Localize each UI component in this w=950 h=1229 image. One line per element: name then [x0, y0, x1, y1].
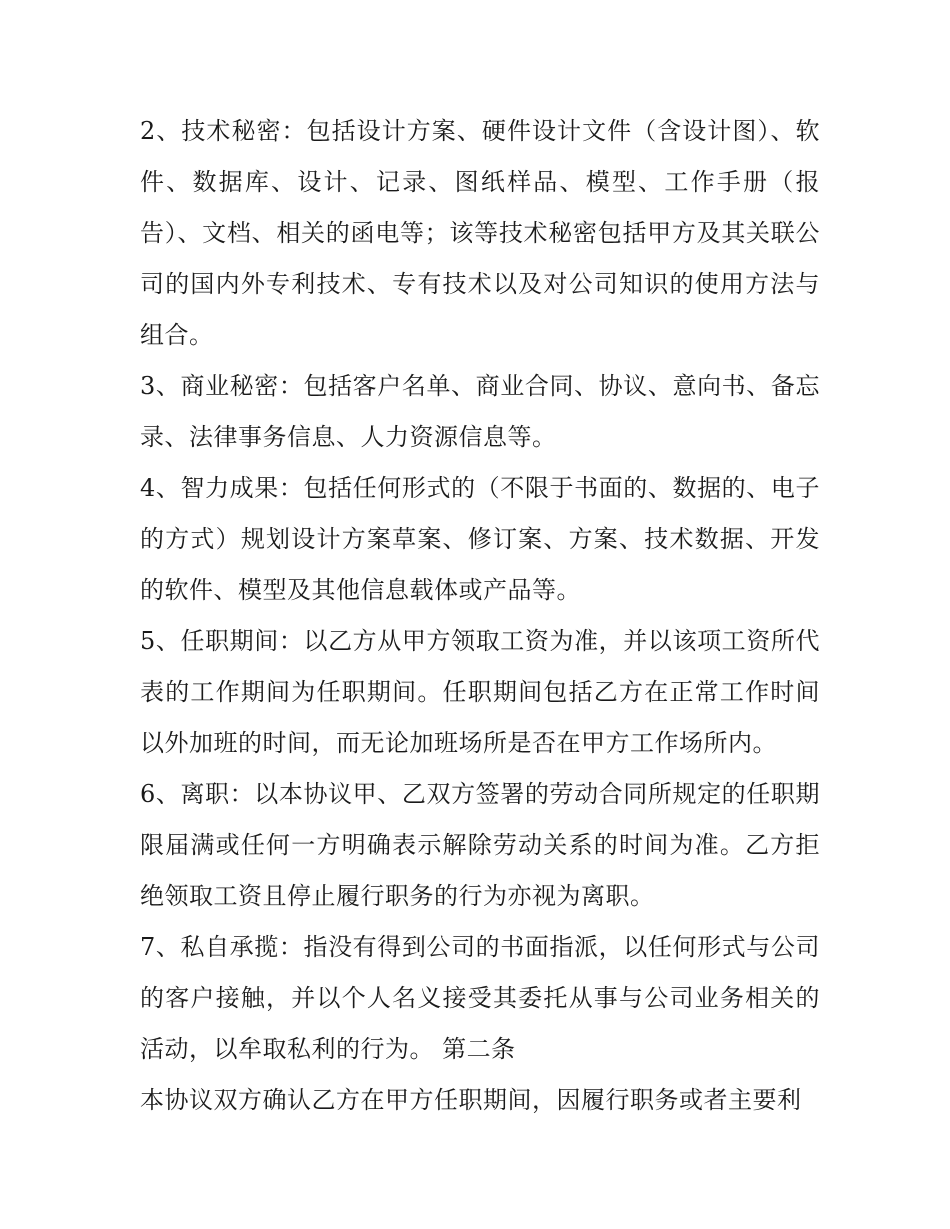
document-body [140, 106, 820, 1126]
paragraph-employment-period: 5、任职期间：以乙方从甲方领取工资为准，并以该项工资所代表的工作期间为任职期间。任职期间包括乙方在正常工作时间以外加班的时间，而无论加班场所是否在甲方工作场所内。 [140, 627, 820, 757]
paragraph-technical-secrets: 2、技术秘密：包括设计方案、硬件设计文件（含设计图）、软件、数据库、设计、记录、图纸样品、模型、工作手册（报告）、文档、相关的函电等；该等技术秘密包括甲方及其关联公司的国内外专利技术、专有技术以及对公司知识的使用方法与组合。 [140, 117, 820, 349]
paragraph-article-two: 本协议双方确认乙方在甲方任职期间，因履行职务或者主要利 [140, 1086, 802, 1114]
paragraph-resignation: 6、离职：以本协议甲、乙双方签署的劳动合同所规定的任职期限届满或任何一方明确表示解除劳动关系的时间为准。乙方拒绝领取工资且停止履行职务的行为亦视为离职。 [140, 780, 820, 910]
paragraph-intellectual-results: 4、智力成果：包括任何形式的（不限于书面的、数据的、电子的方式）规划设计方案草案、修订案、方案、技术数据、开发的软件、模型及其他信息载体或产品等。 [140, 474, 820, 604]
paragraph-business-secrets: 3、商业秘密：包括客户名单、商业合同、协议、意向书、备忘录、法律事务信息、人力资源信息等。 [140, 372, 820, 451]
paragraph-private-contracting: 7、私自承揽：指没有得到公司的书面指派，以任何形式与公司的客户接触，并以个人名义接受其委托从事与公司业务相关的活动，以牟取私利的行为。 第二条 [140, 933, 820, 1063]
